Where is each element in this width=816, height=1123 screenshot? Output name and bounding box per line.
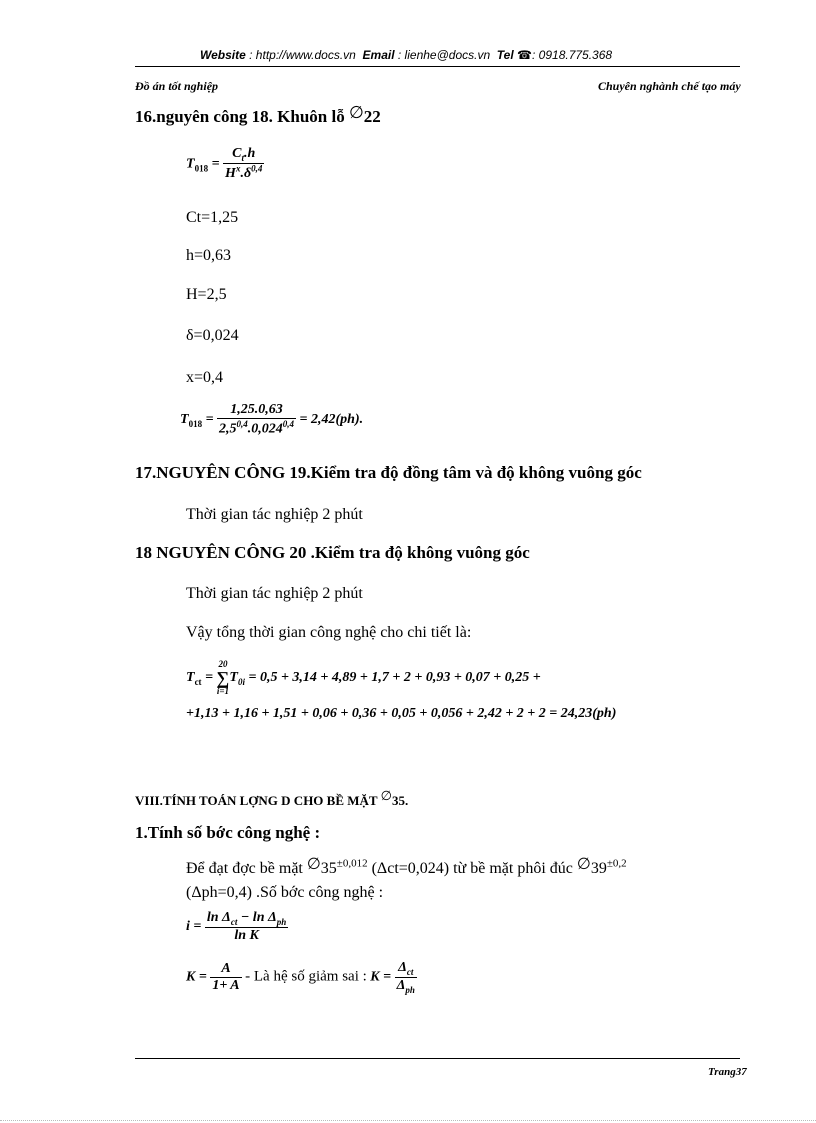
steps-line1: Để đạt đợc bề mặt $\emptyset 35^{\pm 0,012}$ (Δct=0,024) từ bề mặt phôi đúc $\emptyset 39^{\pm 0,2}$	[186, 856, 627, 877]
param-x: x=0,4	[186, 369, 224, 386]
section-16-diameter: 22	[363, 107, 381, 126]
section-17-title: Kiểm tra độ đồng tâm và độ không vuông góc	[310, 463, 642, 482]
formula-k: K = $\frac{A}{1+ A}$ - Là hệ số giảm sai : K = $\frac{\Delta_{ct}}{\Delta_{ph}}$	[186, 960, 415, 995]
section-16-title: 16.nguyên công 18. Khuôn lỗ	[135, 107, 345, 126]
formula-t018-result: $T_{018}$ = $\frac{1,25.0,63}{2,5^{0,4}.0,024^{0,4}}$ = 2,42(ph).	[180, 402, 364, 437]
formula-total-line1: $T_{ct}$ = 20 ∑ i=1 $T_{0i} = 0,5 + 3,14 + 4,89 + 1,7 + 2 + 0,93 + 0,07 + 0,25$ +	[186, 659, 541, 696]
section-17-text: Thời gian tác nghiệp 2 phút	[186, 506, 363, 523]
email-label: Email	[362, 48, 395, 62]
k-description: - Là hệ số giảm sai :	[245, 968, 367, 985]
tel-number: : 0918.775.368	[532, 48, 613, 62]
doc-header-left: Đồ án tốt nghiệp	[135, 79, 219, 93]
section-18-text2: Vậy tổng thời gian công nghệ cho chi tiết là:	[186, 624, 472, 641]
section-18-text1: Thời gian tác nghiệp 2 phút	[186, 585, 363, 602]
section-18-title: .Kiểm tra độ không vuông góc	[310, 543, 530, 562]
phone-icon: ☎	[517, 48, 532, 62]
steps-line2: (Δph=0,4) .Số bớc công nghệ :	[186, 884, 384, 901]
section-17-heading	[135, 463, 642, 483]
header-rule	[135, 66, 740, 67]
section-16-heading	[135, 103, 381, 127]
website-header	[200, 48, 612, 62]
section-18-number: 18 NGUYÊN CÔNG 20	[135, 543, 307, 562]
param-h: h=0,63	[186, 247, 232, 264]
section-8-diameter: 35.	[391, 793, 409, 808]
doc-header-right: Chuyên nghành chế tạo máy	[598, 79, 741, 93]
total-line1: = 0,5 + 3,14 + 4,89 + 1,7 + 2 + 0,93 + 0,07 + 0,25 +	[248, 670, 541, 686]
page-bottom-edge	[0, 1120, 816, 1121]
website-url[interactable]: : http://www.docs.vn	[249, 48, 356, 62]
website-label: Website	[200, 48, 246, 62]
diameter-icon: ∅	[576, 856, 591, 873]
footer-rule	[135, 1058, 740, 1059]
section-8-heading	[135, 788, 408, 809]
formula-i: i = $\frac{\ln \Delta_{ct} - \ln \Delta_{ph}}{\text{ln K}}$	[186, 910, 287, 943]
param-ct: Ct=1,25	[186, 209, 239, 226]
page-number: Trang37	[708, 1066, 747, 1078]
t018-result-value: = 2,42(ph).	[299, 412, 364, 428]
diameter-icon: ∅	[348, 103, 364, 122]
param-delta: δ=0,024	[186, 327, 239, 344]
formula-t018-general: $T_{018}$ = $\frac{C_t.h}{H^x.\delta^{0,4}}$	[186, 146, 263, 182]
diameter-icon: ∅	[306, 856, 321, 873]
tel-label: Tel	[496, 48, 514, 62]
param-H: H=2,5	[186, 286, 227, 303]
subsection-1-heading: 1.Tính số bớc công nghệ :	[135, 823, 321, 842]
email-address[interactable]: : lienhe@docs.vn	[397, 48, 491, 62]
formula-total-line2: +1,13 + 1,16 + 1,51 + 0,06 + 0,36 + 0,05 + 0,056 + 2,42 + 2 + 2 = 24,23(ph)	[186, 706, 617, 721]
section-17-number: 17.NGUYÊN CÔNG 19.	[135, 463, 311, 482]
section-18-heading	[135, 543, 530, 563]
diameter-icon: ∅	[380, 788, 392, 803]
section-8-title: VIII.TÍNH TOÁN LỢNG D CHO BỀ MẶT	[135, 793, 378, 808]
